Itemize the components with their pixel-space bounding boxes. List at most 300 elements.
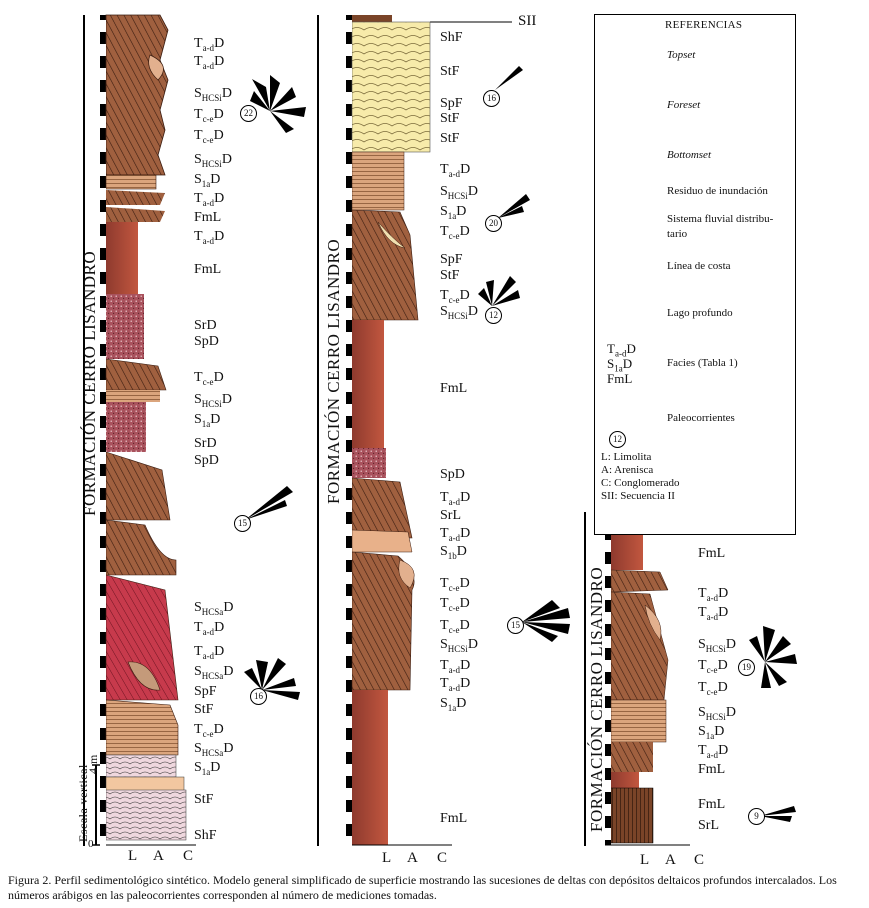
scale-tick [346,164,352,176]
facies-subscript: a-d [706,611,719,622]
facies-code: S [194,86,202,101]
facies-code: T [440,162,449,177]
facies-subscript: HCSi [447,190,468,201]
facies-label [440,162,470,182]
scale-tick [346,188,352,200]
facies-code: S [698,724,706,739]
facies-suffix: D [210,172,221,187]
facies-label [194,318,217,333]
facies-suffix: D [718,605,729,620]
axis-label-A: A [665,852,676,868]
facies-subscript: HCSa [201,747,224,758]
scale-tick [346,620,352,632]
sequence-label: SII [518,13,537,29]
facies-code: T [440,676,449,691]
paleocurrent-count: 19 [738,659,755,676]
facies-label [194,600,233,620]
facies-subscript: 1a [705,730,715,741]
facies-label [440,184,478,204]
facies-label [440,96,463,111]
facies-label [194,722,224,742]
facies-suffix: D [467,184,478,199]
facies-code: T [194,54,203,69]
scale-tick [346,836,352,848]
scale-tick [100,644,106,656]
scale-tick [346,44,352,56]
facies-code: StF [440,131,460,146]
facies-subscript: c-e [706,664,718,675]
facies-code: SpF [194,684,217,699]
facies-label [194,262,221,277]
scale-tick [346,260,352,272]
facies-label [194,664,233,684]
facies-suffix: D [467,304,478,319]
facies-label [698,762,725,777]
scale-tick [100,548,106,560]
facies-label [194,172,220,192]
scale-tick [100,356,106,368]
facies-label [440,526,470,546]
facies-suffix: D [213,128,224,143]
facies-subscript: c-e [448,624,460,635]
scale-tick [346,308,352,320]
facies-subscript: 1a [447,702,457,713]
paleocurrent-arrow-col3-b [760,806,796,822]
paleocurrent-rose-col3-a [749,626,797,688]
facies-label [194,86,232,106]
paleocurrent-rose-col2-c [478,276,520,306]
scale-tick [346,116,352,128]
facies-code: SpF [440,252,463,267]
facies-suffix: D [714,724,725,739]
facies-suffix: D [460,526,471,541]
facies-subscript: HCSi [201,92,222,103]
facies-label [440,304,478,324]
facies-label [194,702,213,717]
facies-label [440,544,467,564]
facies-suffix: D [214,229,225,244]
scale-tick [346,764,352,776]
facies-label [698,605,728,625]
facies-subscript: a-d [202,42,215,53]
facies-code: T [698,586,707,601]
scale-tick [346,92,352,104]
facies-subscript: 1b [447,550,457,561]
scale-tick [346,236,352,248]
scale-tick [346,644,352,656]
facies-label [440,467,465,482]
scale-tick [100,188,106,200]
facies-code: S [194,741,202,756]
scale-tick [346,212,352,224]
facies-subscript: HCSi [201,158,222,169]
axis-label-A: A [407,850,418,866]
facies-label [698,818,719,833]
scale-tick [346,284,352,296]
facies-suffix: D [459,224,470,239]
facies-suffix: D [456,204,467,219]
facies-subscript: c-e [202,376,214,387]
facies-subscript: a-d [448,496,461,507]
facies-code: SpD [194,453,219,468]
facies-subscript: 1a [201,418,211,429]
facies-label [194,644,224,664]
scale-tick [605,540,611,552]
facies-subscript: HCSi [447,643,468,654]
scale-tick [100,812,106,824]
facies-label [698,586,728,606]
scale-tick [100,740,106,752]
facies-code: StF [194,792,214,807]
scale-tick [100,236,106,248]
facies-code: T [194,191,203,206]
scale-tick [346,68,352,80]
facies-code: T [194,107,203,122]
paleocurrent-count: 16 [483,90,500,107]
facies-code: T [607,341,615,356]
facies-label [698,637,736,657]
facies-code: S [194,392,202,407]
facies-code: StF [440,268,460,283]
scale-tick [346,692,352,704]
facies-label [194,334,219,349]
scale-tick [100,212,106,224]
facies-subscript: a-d [448,682,461,693]
facies-subscript: a-d [448,664,461,675]
facies-code: T [698,680,707,695]
facies-subscript: c-e [448,602,460,613]
facies-code: S [440,184,448,199]
paleocurrent-count: 15 [507,617,524,634]
scale-tick [100,572,106,584]
facies-label [440,268,459,283]
scale-tick [100,164,106,176]
legend-bottomset: Bottomset [667,149,711,161]
scale-tick [100,428,106,440]
facies-subscript: 1a [614,363,623,374]
facies-label [440,618,470,638]
facies-code: S [440,544,448,559]
facies-suffix: D [214,36,225,51]
facies-suffix: D [210,412,221,427]
scale-tick [100,308,106,320]
facies-label [440,596,470,616]
scale-tick [346,500,352,512]
axis-label-C: C [437,850,448,866]
paleocurrent-count: 22 [240,105,257,122]
paleocurrent-arrow-col1-b [245,486,293,520]
paleocurrent-arrow-col2-a [495,66,523,90]
scale-tick [100,92,106,104]
legend-abbr-4: SII: Secuencia II [601,490,675,502]
scale-tick [346,788,352,800]
facies-suffix: D [214,191,225,206]
scale-zero: 0 [88,838,94,850]
axis-label-C: C [183,848,194,864]
legend-abbr-2: A: Arenisca [601,464,654,476]
facies-code: T [194,722,203,737]
formation-title-col2: FORMACIÓN CERRO LISANDRO [324,238,343,504]
legend-paleocorrientes: Paleocorrientes [667,412,735,424]
facies-suffix: D [456,544,467,559]
scale-tick [100,140,106,152]
scale-tick [346,596,352,608]
facies-suffix: D [460,658,471,673]
paleocurrent-rose-col2-d [522,600,570,642]
scale-tick [100,68,106,80]
facies-label [194,412,220,432]
facies-suffix: D [214,620,225,635]
facies-suffix: D [223,741,234,756]
scale-label: Escala vertical [76,764,90,842]
facies-label [194,191,224,211]
facies-suffix: D [725,705,736,720]
facies-code: SrD [194,318,217,333]
facies-code: T [440,576,449,591]
facies-suffix: D [221,152,232,167]
facies-label [194,152,232,172]
scale-tick [100,668,106,680]
facies-code: T [440,224,449,239]
scale-tick [346,548,352,560]
facies-suffix: D [223,664,234,679]
facies-label [440,111,459,126]
facies-subscript: 1a [201,178,211,189]
scale-tick [346,404,352,416]
scale-tick [100,500,106,512]
scale-tick [100,836,106,848]
facies-suffix: D [626,341,636,356]
facies-code: ShF [440,30,463,45]
scale-tick [346,476,352,488]
facies-label [440,224,470,244]
paleocurrent-count: 9 [748,808,765,825]
facies-code: SrL [698,818,719,833]
facies-subscript: c-e [706,686,718,697]
facies-code: FmL [698,546,726,561]
paleocurrent-rose-col1-a [250,75,306,133]
formation-title-col3: FORMACIÓN CERRO LISANDRO [587,566,606,832]
facies-code: T [698,658,707,673]
legend-fluvial: Sistema fluvial distribu- [667,213,774,225]
facies-code: S [194,172,202,187]
figure-caption: Figura 2. Perfil sedimentológico sintético. Modelo general simplificado de superficie mostrando las sucesiones de deltas con depósitos deltaicos profundos intercalados. Los números arábigos en las paleocorrientes corresponden al número de mediciones tomadas. [8,873,837,902]
scale-tick [100,380,106,392]
scale-tick [346,332,352,344]
facies-code: FmL [440,381,468,396]
facies-label [698,546,725,561]
facies-code: SpF [440,96,463,111]
facies-label [440,696,466,716]
facies-label [194,107,224,127]
paleocurrent-arrow-col2-b [498,194,530,218]
scale-value: 4 m [86,754,100,774]
facies-suffix: D [214,54,225,69]
facies-suffix: D [718,743,729,758]
facies-label [440,676,470,696]
facies-label [440,131,459,146]
axis-label-C: C [694,852,705,868]
facies-label [440,637,478,657]
legend-paleocurrent-count: 12 [609,431,626,448]
facies-suffix: D [221,392,232,407]
facies-code: S [440,637,448,652]
facies-subscript: HCSa [201,606,224,617]
facies-subscript: a-d [614,348,627,359]
paleocurrent-count: 15 [234,515,251,532]
facies-suffix: D [213,107,224,122]
facies-code: S [194,412,202,427]
legend-title: REFERENCIAS [665,19,743,31]
facies-code: T [440,288,449,303]
facies-subscript: c-e [202,113,214,124]
facies-label [194,620,224,640]
facies-label [440,30,463,45]
facies-subscript: a-d [202,626,215,637]
facies-label [440,508,461,523]
legend-abbr-3: C: Conglomerado [601,477,680,489]
facies-code: S [607,356,615,371]
facies-subscript: 1a [447,210,457,221]
scale-tick [346,140,352,152]
facies-code: T [194,36,203,51]
facies-code: T [698,743,707,758]
facies-code: StF [440,111,460,126]
facies-code: StF [440,64,460,79]
facies-suffix: D [459,576,470,591]
axis-label-L: L [128,848,138,864]
legend-linea-costa: Línea de costa [667,260,731,272]
facies-label [698,724,724,744]
facies-code: FmL [698,797,726,812]
facies-subscript: a-d [202,235,215,246]
axis-label-L: L [640,852,650,868]
facies-code: FmL [698,762,726,777]
facies-label [698,658,728,678]
paleocurrent-count: 16 [250,688,267,705]
legend-foreset: Foreset [667,99,701,111]
facies-subscript: HCSa [201,670,224,681]
legend-residuo: Residuo de inundación [667,185,768,197]
facies-subscript: c-e [448,230,460,241]
legend-abbr-1: L: Limolita [601,451,652,463]
facies-label [194,741,233,761]
facies-code: S [698,705,706,720]
facies-suffix: D [459,596,470,611]
legend-facies: Facies (Tabla 1) [667,357,738,369]
paleocurrent-count: 20 [485,215,502,232]
facies-label [194,436,217,451]
facies-label [194,128,224,148]
legend-facies-line [607,371,632,386]
legend-lago: Lago profundo [667,307,733,319]
scale-tick [100,716,106,728]
facies-suffix: D [223,600,234,615]
scale-tick [346,356,352,368]
scale-tick [100,284,106,296]
scale-tick [100,404,106,416]
facies-label [440,811,467,826]
facies-label [194,760,220,780]
facies-code: S [194,760,202,775]
facies-label [194,792,213,807]
facies-label [698,797,725,812]
facies-subscript: a-d [448,532,461,543]
facies-suffix: D [213,722,224,737]
facies-subscript: 1a [201,766,211,777]
facies-code: FmL [440,811,468,826]
facies-code: S [194,152,202,167]
scale-tick [346,812,352,824]
vertical-scale [92,765,100,845]
scale-tick [100,20,106,32]
facies-code: SrD [194,436,217,451]
facies-label [698,680,728,700]
facies-label [194,54,224,74]
facies-suffix: D [460,490,471,505]
scale-tick [100,788,106,800]
facies-label [194,210,221,225]
facies-suffix: D [456,696,467,711]
facies-label [440,576,470,596]
facies-suffix: D [718,586,729,601]
scale-tick [346,716,352,728]
facies-code: FmL [607,371,633,386]
scale-tick [346,452,352,464]
facies-label [194,229,224,249]
facies-subscript: HCSi [201,398,222,409]
facies-code: FmL [194,262,222,277]
facies-code: T [194,620,203,635]
facies-label [698,743,728,763]
facies-suffix: D [214,644,225,659]
facies-label [440,204,466,224]
facies-code: StF [194,702,214,717]
scale-tick [100,452,106,464]
facies-code: T [440,618,449,633]
facies-subscript: HCSi [705,711,726,722]
facies-code: T [194,229,203,244]
facies-subscript: a-d [706,749,719,760]
facies-suffix: D [213,370,224,385]
scale-tick [100,620,106,632]
scale-tick [100,524,106,536]
facies-code: SpD [194,334,219,349]
facies-suffix: D [717,658,728,673]
facies-code: SrL [440,508,461,523]
scale-tick [346,20,352,32]
formation-title-col1: FORMACIÓN CERRO LISANDRO [80,250,99,516]
facies-subscript: c-e [202,728,214,739]
facies-suffix: D [467,637,478,652]
scale-tick [346,524,352,536]
facies-suffix: D [725,637,736,652]
facies-code: T [698,605,707,620]
facies-code: T [440,658,449,673]
axis-label-L: L [382,850,392,866]
facies-subscript: c-e [448,582,460,593]
facies-code: T [440,526,449,541]
scale-tick [346,572,352,584]
scale-tick [346,668,352,680]
scale-tick [100,476,106,488]
facies-code: S [440,304,448,319]
facies-label [440,658,470,678]
facies-code: T [194,644,203,659]
facies-code: T [440,596,449,611]
facies-suffix: D [460,676,471,691]
facies-subscript: c-e [202,134,214,145]
